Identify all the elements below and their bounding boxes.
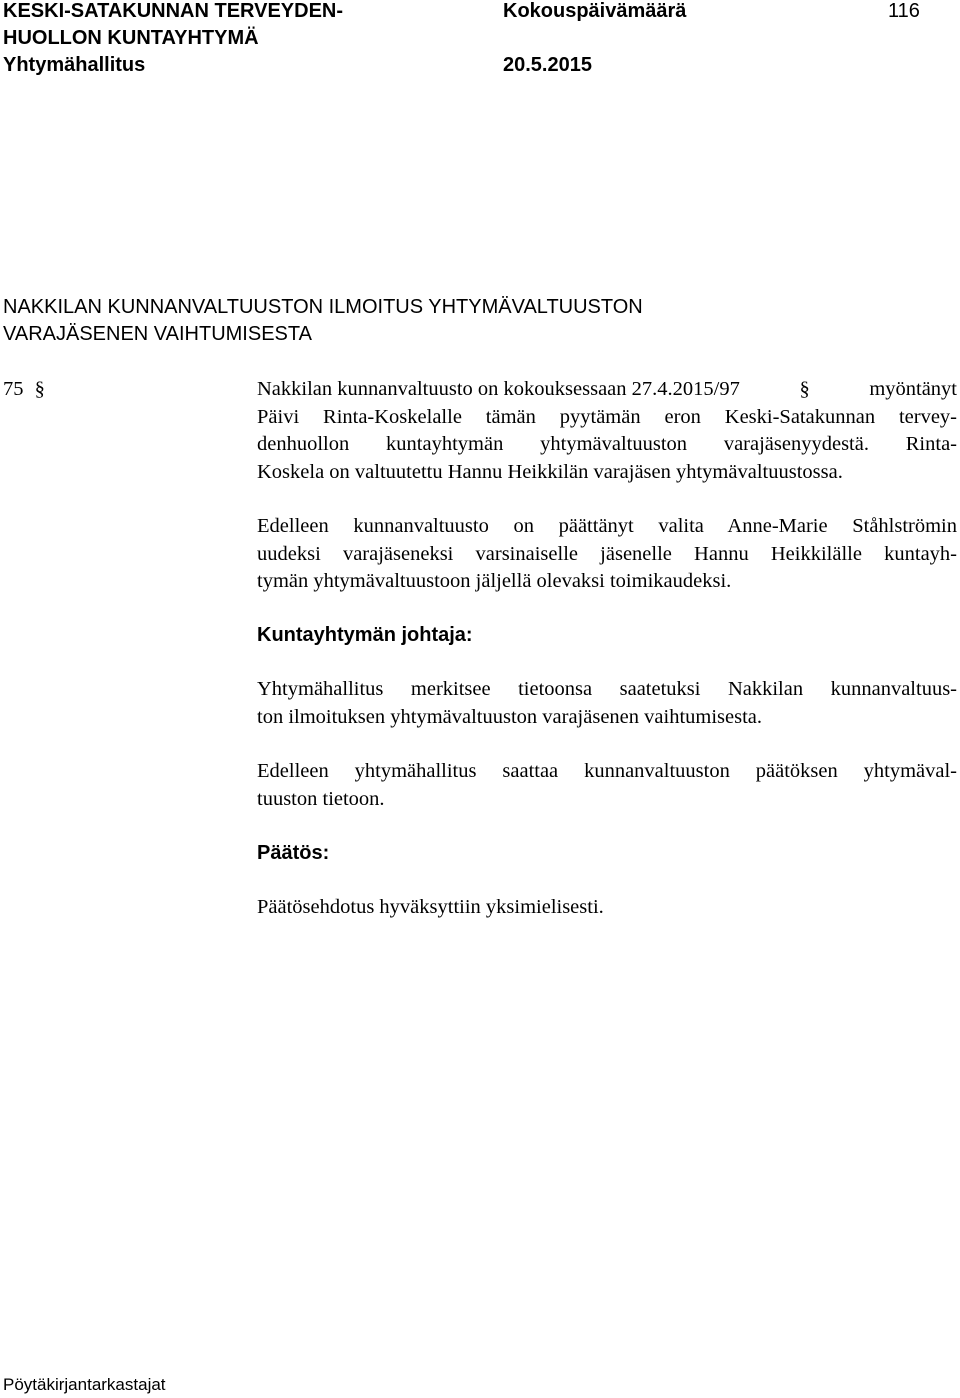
paragraph-notice-line1-b: myöntänyt [869, 378, 957, 400]
paragraph-election-line3: tymän yhtymävaltuustoon jäljellä olevaksi toimikaudeksi. [257, 570, 732, 592]
paragraph-election-line2: uudeksi varajäseneksi varsinaiselle jäsenelle Hannu Heikkilälle kuntayh- [257, 542, 957, 565]
paragraph-forward-line2: tuuston tietoon. [257, 787, 385, 810]
document-title-line2: VARAJÄSENEN VAIHTUMISESTA [3, 323, 312, 345]
paragraph-forward-line1: Edelleen yhtymähallitus saattaa kunnanvaltuuston päätöksen yhtymäval- [257, 760, 957, 782]
decision-heading: Päätös: [257, 842, 330, 864]
paragraph-notice-line1 [257, 376, 957, 404]
director-proposal-heading: Kuntayhtymän johtaja: [257, 624, 473, 646]
footer-minutes-checkers: Pöytäkirjantarkastajat [3, 1375, 166, 1394]
paragraph-notice-line3: denhuollon kuntayhtymän yhtymävaltuuston varajäsenyydestä. Rinta- [257, 433, 957, 455]
section-symbol-inline: § [799, 378, 810, 400]
header-date: 20.5.2015 [503, 54, 592, 76]
paragraph-notice-line2: Päivi Rinta-Koskelalle tämän pyytämän eron Keski-Satakunnan tervey- [257, 405, 957, 428]
paragraph-forward [257, 758, 957, 813]
header-org-line2: HUOLLON KUNTAYHTYMÄ [3, 27, 259, 49]
paragraph-notice-line1-a: Nakkilan kunnanvaltuusto on kokouksessaan 27.4.2015/97 [257, 378, 740, 400]
paragraph-election [257, 513, 957, 596]
paragraph-proposal-line1: Yhtymähallitus merkitsee tietoonsa saatetuksi Nakkilan kunnanvaltuus- [257, 678, 957, 700]
section-number-value: 75 [3, 378, 24, 400]
document-title-line1: NAKKILAN KUNNANVALTUUSTON ILMOITUS YHTYMÄVALTUUSTON [3, 296, 643, 318]
section-symbol: § [34, 378, 45, 400]
page-number: 116 [888, 0, 920, 22]
paragraph-proposal-line2: ton ilmoituksen yhtymävaltuuston varajäsenen vaihtumisesta. [257, 705, 763, 728]
decision-text: Päätösehdotus hyväksyttiin yksimielisesti. [257, 896, 604, 918]
header-body-name: Yhtymähallitus [3, 54, 146, 76]
header-org-line1: KESKI-SATAKUNNAN TERVEYDEN- [3, 0, 344, 22]
paragraph-notice-line4: Koskela on valtuutettu Hannu Heikkilän varajäsen yhtymävaltuustossa. [257, 460, 843, 483]
paragraph-proposal [257, 676, 957, 731]
paragraph-election-line1: Edelleen kunnanvaltuusto on päättänyt valita Anne-Marie Ståhlströmin [257, 515, 957, 537]
section-number [3, 376, 45, 404]
paragraph-notice [257, 376, 957, 486]
header-date-label: Kokouspäivämäärä [503, 0, 687, 22]
